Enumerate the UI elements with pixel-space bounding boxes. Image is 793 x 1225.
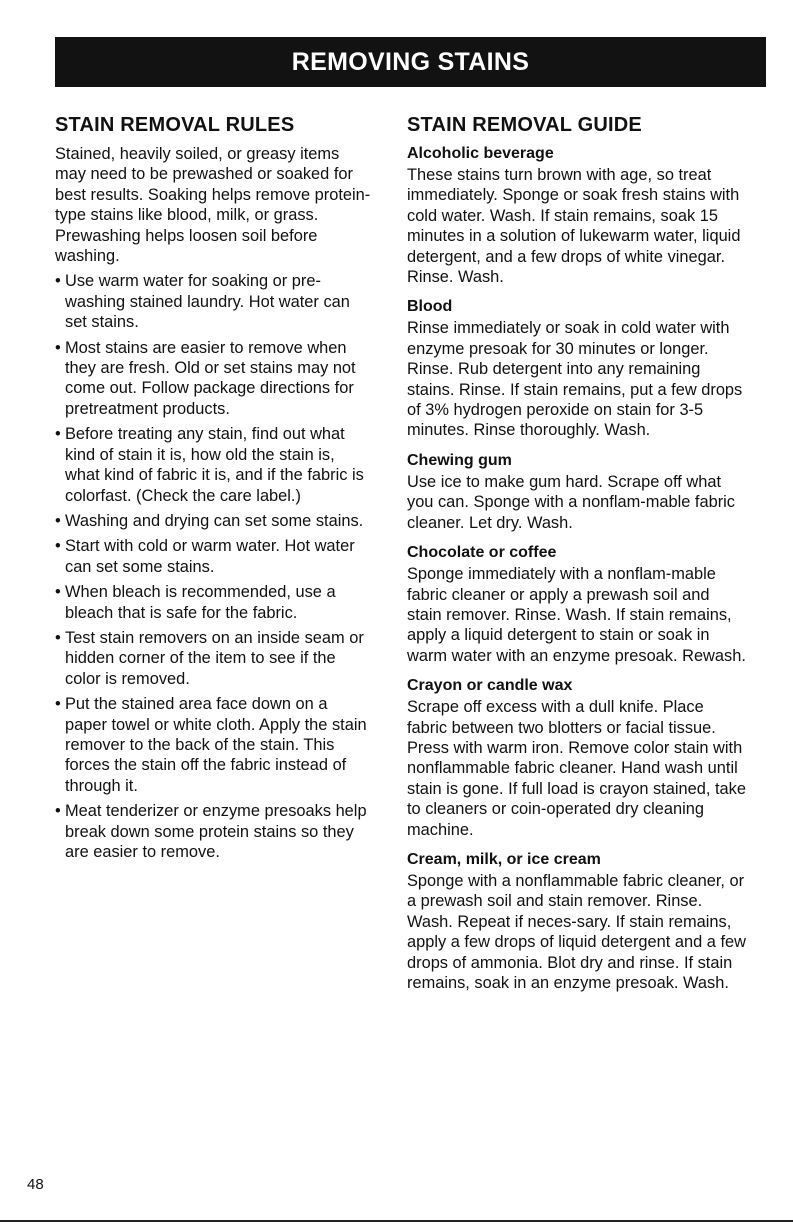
- rule-text: Put the stained area face down on a paper towel or white cloth. Apply the stain remover to the back of the stain. This forces the stain off the fabric instead of through it.: [65, 695, 367, 795]
- bullet-icon: •: [55, 802, 61, 821]
- page-title: REMOVING STAINS: [291, 47, 530, 76]
- guide-entry-title: Chocolate or coffee: [407, 544, 557, 562]
- guide-entry-crayon-or-candle-wax: [407, 676, 747, 840]
- guide-entry-chewing-gum: [407, 451, 747, 533]
- rules-heading: STAIN REMOVAL RULES: [55, 114, 295, 136]
- guide-entry-cream-milk-ice-cream: [407, 850, 747, 993]
- bullet-icon: •: [55, 272, 61, 291]
- rule-item: [55, 694, 373, 796]
- stain-removal-rules-section: [55, 112, 373, 867]
- bottom-divider: [0, 1220, 793, 1222]
- guide-heading: STAIN REMOVAL GUIDE: [407, 114, 642, 136]
- guide-entry-title: Chewing gum: [407, 451, 512, 469]
- bullet-icon: •: [55, 425, 61, 444]
- guide-entry-alcoholic-beverage: [407, 144, 747, 287]
- rule-text: Use warm water for soaking or pre-washing stained laundry. Hot water can set stains.: [65, 272, 350, 332]
- rules-intro: Stained, heavily soiled, or greasy items may need to be prewashed or soaked for best results. Soaking helps remove protein-type stains like blood, milk, or grass. Prewashing helps loosen soil before washing.: [55, 145, 371, 266]
- rule-text: Most stains are easier to remove when they are fresh. Old or set stains may not come out. Follow package directions for pretreatment products.: [65, 338, 356, 418]
- rule-text: Start with cold or warm water. Hot water can set some stains.: [65, 537, 355, 576]
- rule-item: [55, 511, 373, 531]
- guide-entry-blood: [407, 297, 747, 440]
- guide-entry-text: Sponge immediately with a nonflam-mable fabric cleaner or apply a prewash soil and stain remover. Rinse. Wash. If stain remains, apply a liquid detergent to stain or soak in warm water with an enzyme presoak. Rewash.: [407, 565, 746, 665]
- guide-entry-text: Rinse immediately or soak in cold water with enzyme presoak for 30 minutes or longer. Rinse. Rub detergent into any remaining stains. Rinse. If stain remains, put a few drops of 3% hydrogen peroxide on stain for 3-5 minutes. Rinse thoroughly. Wash.: [407, 319, 743, 440]
- bullet-icon: •: [55, 695, 61, 714]
- rule-item: [55, 582, 373, 623]
- guide-entry-title: Blood: [407, 298, 453, 316]
- page-title-banner: [55, 37, 766, 87]
- rule-text: Before treating any stain, find out what kind of stain it is, how old the stain is, what kind of fabric it is, and if the fabric is colorfast. (Check the care label.): [65, 425, 364, 505]
- rule-item: [55, 628, 373, 689]
- guide-entry-text: Sponge with a nonflammable fabric cleaner, or a prewash soil and stain remover. Rinse. Wash. Repeat if neces-sary. If stain remains, apply a few drops of liquid detergent and a few drops of ammonia. Blot dry and rinse. If stain remains, soak in an enzyme presoak. Wash.: [407, 871, 746, 992]
- rule-item: [55, 801, 373, 862]
- guide-entry-text: Scrape off excess with a dull knife. Place fabric between two blotters or facial tissue. Press with warm iron. Remove color stain with nonflammable fabric cleaner. Hand wash until stain is gone. If full load is crayon stained, take to cleaners or coin-operated dry cleaning machine.: [407, 698, 746, 839]
- rule-item: [55, 338, 373, 420]
- rule-text: Washing and drying can set some stains.: [65, 511, 364, 530]
- bullet-icon: •: [55, 583, 61, 602]
- bullet-icon: •: [55, 537, 61, 556]
- bullet-icon: •: [55, 511, 61, 530]
- bullet-icon: •: [55, 628, 61, 647]
- rule-text: When bleach is recommended, use a bleach that is safe for the fabric.: [65, 583, 336, 622]
- bullet-icon: •: [55, 338, 61, 357]
- rule-item: [55, 536, 373, 577]
- guide-entry-text: These stains turn brown with age, so treat immediately. Sponge or soak fresh stains with cold water. Wash. If stain remains, soak 15 minutes in a solution of lukewarm water, liquid detergent, and a few drops of white vinegar. Rinse. Wash.: [407, 166, 741, 287]
- rules-list: [55, 271, 373, 862]
- guide-entry-title: Cream, milk, or ice cream: [407, 850, 601, 868]
- page-number: 48: [27, 1176, 44, 1193]
- guide-entry-chocolate-or-coffee: [407, 543, 747, 666]
- guide-entry-text: Use ice to make gum hard. Scrape off what you can. Sponge with a nonflam-mable fabric cleaner. Let dry. Wash.: [407, 472, 735, 532]
- stain-removal-guide-section: [407, 112, 747, 1003]
- rule-item: [55, 424, 373, 506]
- rule-text: Test stain removers on an inside seam or hidden corner of the item to see if the color is removed.: [65, 628, 364, 688]
- guide-entry-title: Alcoholic beverage: [407, 145, 554, 162]
- guide-entry-title: Crayon or candle wax: [407, 677, 573, 695]
- rule-text: Meat tenderizer or enzyme presoaks help break down some protein stains so they are easier to remove.: [65, 802, 367, 861]
- rule-item: [55, 271, 373, 332]
